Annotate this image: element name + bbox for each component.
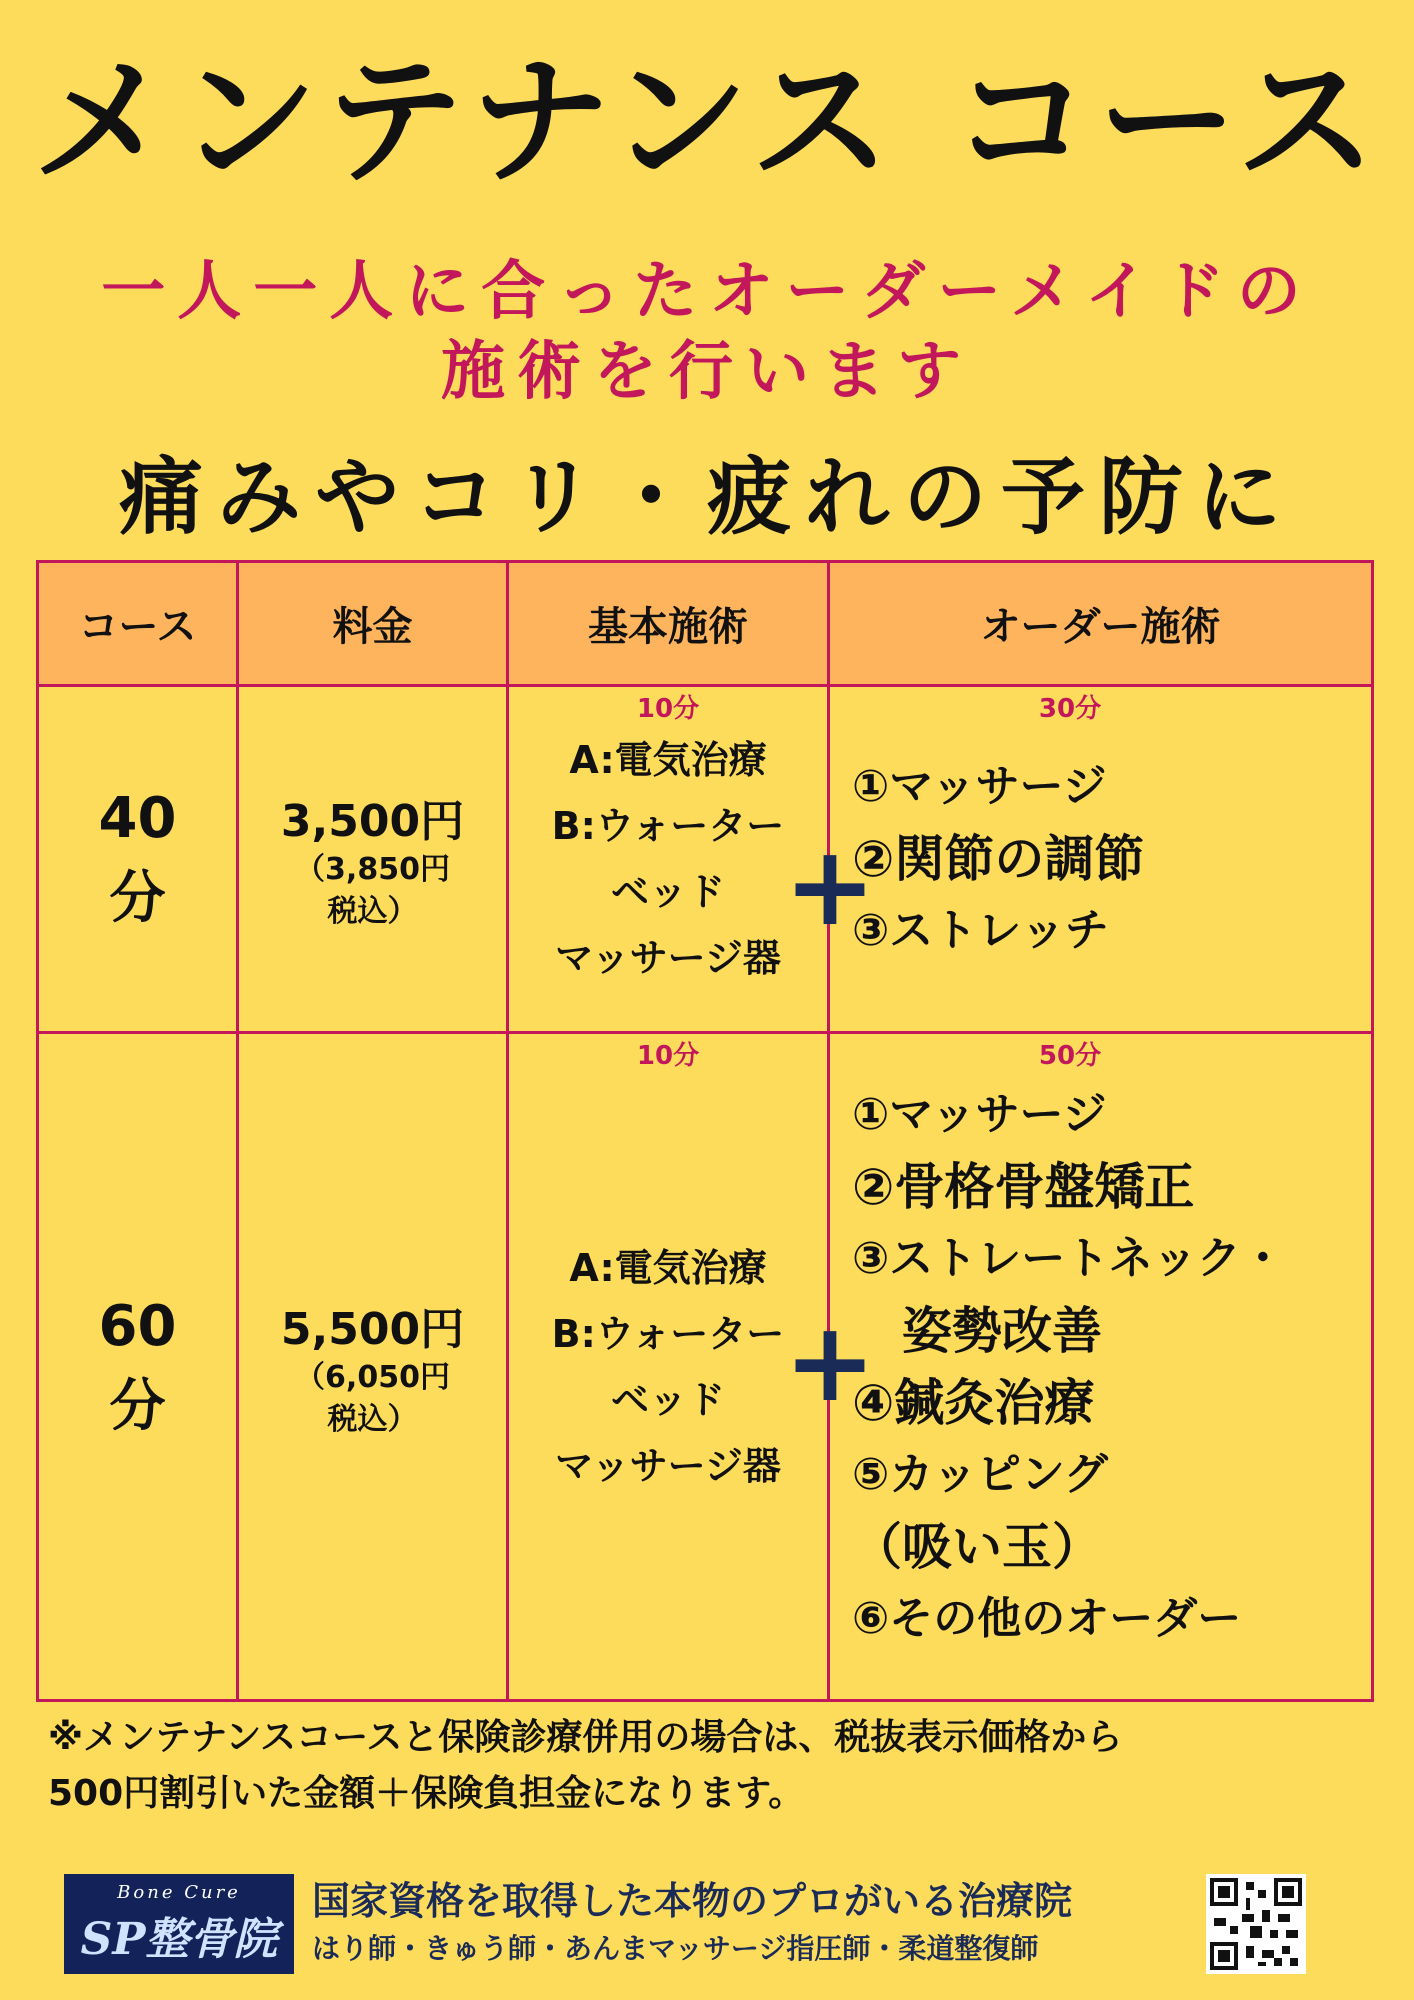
order-minutes-label: 50分 <box>1038 1041 1102 1071</box>
course-unit: 分 <box>109 866 166 931</box>
note-line-2: 500円割引いた金額＋保険負担金になります。 <box>48 1773 805 1814</box>
subtitle-line-1: 一人一人に合ったオーダーメイドの <box>101 255 1313 329</box>
header-course: コース <box>36 560 239 687</box>
table-row-1-course <box>36 684 239 1034</box>
basic-item: ベッド <box>610 870 725 914</box>
table-row-1-basic <box>506 684 830 1034</box>
page-title: メンテナンス コース <box>31 41 1383 204</box>
header-basic: 基本施術 <box>506 560 830 687</box>
order-item: ③ストレートネック・ <box>852 1232 1285 1284</box>
basic-item: A:電気治療 <box>569 738 767 782</box>
order-item: 姿勢改善 <box>852 1301 1102 1360</box>
subtitle-line-2: 施術を行います <box>441 335 973 409</box>
header-price: 料金 <box>236 560 509 687</box>
order-item: ②骨格骨盤矯正 <box>852 1157 1195 1216</box>
price: 5,500円 <box>280 1303 465 1355</box>
order-item: ④鍼灸治療 <box>852 1373 1095 1432</box>
note-line-1: ※メンテナンスコースと保険診療併用の場合は、税抜表示価格から <box>48 1717 1123 1758</box>
price-tax-note: （6,050円 <box>295 1359 450 1395</box>
table-row-2-price <box>236 1031 509 1702</box>
logo-tagline: Bone Cure <box>117 1881 241 1903</box>
table-row-2-order <box>827 1031 1374 1702</box>
basic-item: B:ウォーター <box>551 804 785 848</box>
table-row-2-course <box>36 1031 239 1702</box>
order-item: ①マッサージ <box>852 1088 1107 1140</box>
qr-code-graphic <box>1210 1878 1302 1970</box>
footer <box>64 1874 1314 1974</box>
basic-item: ベッド <box>610 1377 725 1422</box>
table-row-1-order <box>827 684 1374 1034</box>
plus-icon: + <box>783 1298 877 1426</box>
discount-note <box>48 1710 1378 1822</box>
order-item: ⑤カッピング <box>852 1448 1108 1500</box>
order-item: ③ストレッチ <box>852 905 1109 956</box>
footer-text <box>312 1874 1072 1970</box>
course-minutes: 60 <box>98 1293 177 1359</box>
order-item: ①マッサージ <box>852 761 1107 812</box>
table-row-2-basic <box>506 1031 830 1702</box>
footer-line-1: 国家資格を取得した本物のプロがいる治療院 <box>312 1879 1073 1923</box>
tagline: 痛みやコリ・疲れの予防に <box>118 448 1295 546</box>
plus-icon: + <box>783 822 877 950</box>
basic-item: マッサージ器 <box>555 936 781 980</box>
footer-line-2: はり師・きゅう師・あんまマッサージ指圧師・柔道整復師 <box>312 1932 1039 1965</box>
basic-item: A:電気治療 <box>569 1245 767 1290</box>
order-item: ⑥その他のオーダー <box>852 1592 1242 1644</box>
price-tax-note: （3,850円 <box>295 852 450 887</box>
order-minutes-label: 30分 <box>1038 694 1102 724</box>
price-tax-label: 税込） <box>327 1401 418 1437</box>
order-item: ②関節の調節 <box>852 830 1145 888</box>
course-table <box>36 560 1374 1702</box>
basic-item: B:ウォーター <box>551 1311 785 1356</box>
table-row-1-price <box>236 684 509 1034</box>
course-minutes: 40 <box>98 786 177 851</box>
order-item: （吸い玉） <box>852 1517 1102 1576</box>
price-tax-label: 税込） <box>327 894 418 929</box>
basic-minutes-label: 10分 <box>636 1041 700 1071</box>
price: 3,500円 <box>280 796 465 847</box>
qr-code-icon[interactable] <box>1206 1874 1306 1974</box>
basic-minutes-label: 10分 <box>636 694 700 724</box>
header-order: オーダー施術 <box>827 560 1374 687</box>
basic-item: マッサージ器 <box>555 1443 781 1488</box>
clinic-logo <box>64 1874 294 1974</box>
course-unit: 分 <box>109 1373 166 1439</box>
logo-name: SP整骨院 <box>80 1913 278 1965</box>
